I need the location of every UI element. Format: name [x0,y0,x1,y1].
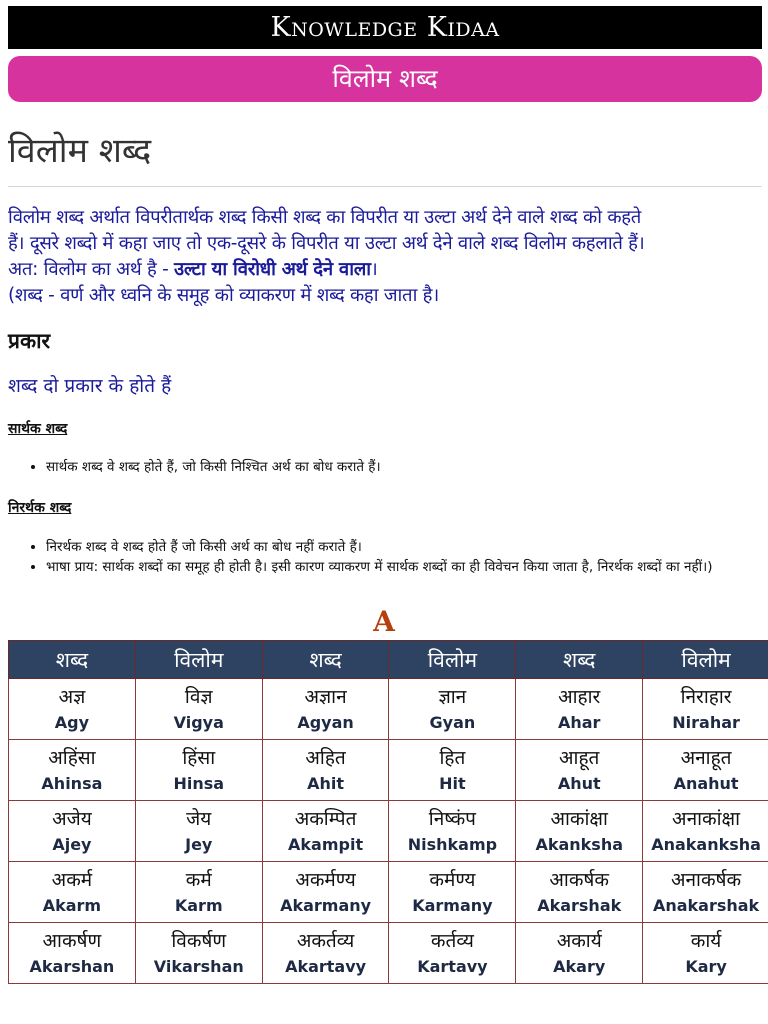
word-transliteration: Anakarshak [652,896,760,915]
word-transliteration: Agy [54,713,90,732]
table-cell [135,862,262,923]
header-cell: शब्द [516,641,643,679]
header-cell: शब्द [9,641,136,679]
table-row [9,862,768,923]
word-hindi: अनाकांक्षा [672,808,741,830]
table-cell [135,679,262,740]
table-cell [262,740,389,801]
word-transliteration: Nirahar [672,713,740,732]
word-hindi: अहित [305,747,346,769]
word-hindi: जेय [186,808,212,830]
table-cell [643,923,768,984]
word-hindi: ज्ञान [438,686,467,708]
list-item: • सार्थक शब्द वे शब्द होते हैं, जो किसी निश्चित अर्थ का बोध कराते हैं। [46,458,763,476]
word-hindi: अज्ञ [58,686,86,708]
intro-line-2: हैं। दूसरे शब्दो में कहा जाए तो एक-दूसरे के विपरीत या उल्टा अर्थ देने वाले शब्द विलोम कहलाते हैं। [8,233,645,254]
page-title: विलोम शब्द [8,131,152,171]
table-cell [516,679,643,740]
word-transliteration: Ahut [557,774,601,793]
nirarthak-heading: निरर्थक शब्द [8,500,72,516]
intro-line-3-prefix: अत: विलोम का अर्थ है - [8,259,175,280]
intro-line-1: विलोम शब्द अर्थात विपरीतार्थक शब्द किसी शब्द का विपरीत या उल्टा अर्थ देने वाले शब्द को कहते [8,207,641,228]
word-transliteration: Kary [685,957,727,976]
word-transliteration: Akarm [42,896,102,915]
table-row [9,740,768,801]
table-cell [643,801,768,862]
word-transliteration: Hit [439,774,466,793]
word-transliteration: Ahinsa [41,774,103,793]
types-heading: प्रकार [8,329,51,353]
word-transliteration: Nishkamp [407,835,498,854]
word-hindi: अकर्म [51,869,93,891]
word-hindi: कर्मण्य [429,869,476,891]
word-transliteration: Gyan [429,713,476,732]
header-cell: विलोम [135,641,262,679]
word-transliteration: Hinsa [173,774,225,793]
word-transliteration: Akary [553,957,606,976]
table-row [9,801,768,862]
intro-meaning-bold: उल्टा या विरोधी अर्थ देने वाला [174,259,371,280]
word-hindi: कर्म [185,869,212,891]
intro-line-4: (शब्द - वर्ण और ध्वनि के समूह को व्याकरण में शब्द कहा जाता है। [8,285,439,306]
header-cell: विलोम [389,641,516,679]
word-hindi: अज्ञान [304,686,347,708]
word-hindi: हिंसा [182,747,216,769]
word-hindi: कर्तव्य [430,930,474,952]
word-hindi: अहिंसा [48,747,96,769]
word-transliteration: Akarmany [280,896,372,915]
sarthak-list [28,458,763,478]
word-hindi: आकर्षण [42,930,102,952]
word-transliteration: Akampit [288,835,364,854]
word-transliteration: Kartavy [417,957,488,976]
word-transliteration: Jey [185,835,213,854]
section-letter: A [373,605,395,638]
word-transliteration: Akartavy [285,957,367,976]
table-cell [516,740,643,801]
word-hindi: आहार [558,686,601,708]
table-cell [389,740,516,801]
word-transliteration: Anakanksha [651,835,761,854]
word-hindi: निराहार [680,686,732,708]
word-hindi: निष्कंप [428,808,476,830]
table-cell [262,801,389,862]
table-cell [9,679,136,740]
intro-line-3 [8,257,764,283]
list-item: • निरर्थक शब्द वे शब्द होते हैं जो किसी अर्थ का बोध नहीं कराते हैं। [46,538,763,556]
word-transliteration: Akarshak [537,896,622,915]
table-cell [262,862,389,923]
word-hindi: अकार्य [556,930,602,952]
table-cell [135,740,262,801]
title-divider [8,186,762,187]
intro-line-3-suffix: । [370,259,378,280]
table-cell [389,923,516,984]
table-cell [9,740,136,801]
table-cell [262,923,389,984]
table-cell [643,740,768,801]
word-hindi: आकांक्षा [550,808,608,830]
table-row [9,679,768,740]
table-cell [135,923,262,984]
word-transliteration: Karmany [412,896,493,915]
types-intro: शब्द दो प्रकार के होते हैं [8,375,172,397]
word-transliteration: Vigya [173,713,224,732]
table-cell [516,862,643,923]
antonym-table [8,640,768,984]
table-header-row [9,641,768,679]
sarthak-heading: सार्थक शब्द [8,421,68,437]
word-transliteration: Anahut [673,774,739,793]
table-cell [516,801,643,862]
list-item: • भाषा प्राय: सार्थक शब्दों का समूह ही होती है। इसी कारण व्याकरण में सार्थक शब्दों का ही विवेचन किया जाता है, निरर्थक शब्दों का नहीं।) [46,558,763,576]
word-hindi: विकर्षण [171,930,227,952]
table-cell [389,679,516,740]
site-header[interactable]: Knowledge Kidaa [8,6,762,49]
word-transliteration: Karm [174,896,223,915]
word-hindi: अकर्मण्य [295,869,356,891]
word-transliteration: Akarshan [29,957,115,976]
word-transliteration: Ahit [307,774,345,793]
table-cell [9,923,136,984]
word-hindi: अजेय [52,808,92,830]
word-hindi: हित [439,747,466,769]
header-cell: शब्द [262,641,389,679]
table-cell [389,862,516,923]
table-cell [9,801,136,862]
intro-paragraph [8,205,764,309]
word-hindi: अनाहूत [680,747,732,769]
word-hindi: अकम्पित [294,808,357,830]
word-hindi: अनाकर्षक [670,869,742,891]
word-hindi: आकर्षक [549,869,610,891]
table-cell [389,801,516,862]
title-banner: विलोम शब्द [8,56,762,102]
word-transliteration: Ahar [557,713,601,732]
word-hindi: अकर्तव्य [296,930,355,952]
table-cell [262,679,389,740]
nirarthak-list [28,538,763,578]
word-transliteration: Ajey [52,835,92,854]
word-hindi: कार्य [690,930,722,952]
word-transliteration: Akanksha [535,835,623,854]
word-hindi: आहूत [559,747,600,769]
table-cell [9,862,136,923]
table-row [9,923,768,984]
word-transliteration: Vikarshan [153,957,244,976]
header-cell: विलोम [643,641,768,679]
table-cell [643,679,768,740]
word-transliteration: Agyan [297,713,354,732]
table-cell [643,862,768,923]
word-hindi: विज्ञ [184,686,213,708]
table-cell [516,923,643,984]
table-cell [135,801,262,862]
